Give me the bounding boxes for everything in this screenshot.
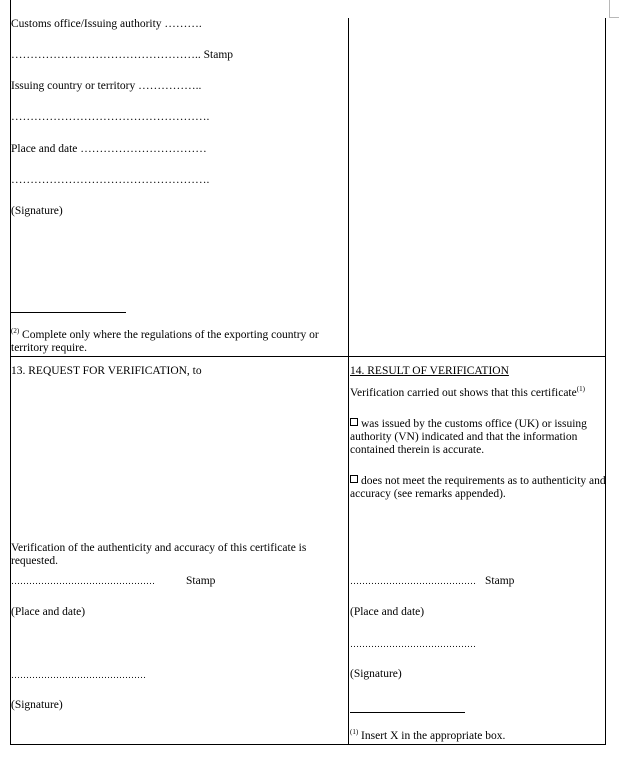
footnote-1-text: Insert X in the appropriate box. <box>361 730 506 742</box>
box-13-heading: 13. REQUEST FOR VERIFICATION, to <box>11 365 202 377</box>
crop-mark-right-h <box>609 17 619 18</box>
dots-line-2: ……………………………………………. <box>11 174 210 186</box>
table-border-middle <box>348 18 349 745</box>
issuing-country-label: Issuing country or territory …………….. <box>11 80 202 92</box>
intro-text: Verification carried out shows that this certificate <box>350 387 577 399</box>
box-14-place-date: (Place and date) <box>350 606 425 618</box>
footnote-text: Complete only where the regulations of the exporting country or territory require. <box>11 329 319 354</box>
option-2-text: does not meet the requirements as to authenticity and accuracy (see remarks appended). <box>350 475 606 500</box>
box-14-stamp-label: Stamp <box>485 575 515 587</box>
table-row-divider <box>10 356 606 357</box>
footnote-separator <box>11 312 126 313</box>
box-14-heading: 14. RESULT OF VERIFICATION <box>350 365 509 377</box>
box-13-place-date: (Place and date) <box>11 606 86 618</box>
option-issued-accurate <box>350 418 604 457</box>
checkbox-not-meet-requirements[interactable] <box>350 475 358 483</box>
box-13-stamp-dots: ………………………………………… <box>11 576 155 586</box>
box-14-signature: (Signature) <box>350 668 402 680</box>
box-13-signature: (Signature) <box>11 699 63 711</box>
checkbox-issued-accurate[interactable] <box>350 418 358 426</box>
footnote-mark: (2) <box>11 327 20 335</box>
box-13-signature-dots: ……………………………………… <box>11 670 146 680</box>
box-14-stamp-dots: …………………………………… <box>350 576 476 586</box>
footnote-2 <box>11 329 336 355</box>
box-13-stamp-label: Stamp <box>186 575 216 587</box>
stamp-dots-line: ………………………………………….. Stamp <box>11 49 234 61</box>
footnote-1 <box>350 730 505 743</box>
dots-line-1: ……………………………………………. <box>11 111 210 123</box>
box-14-place-dots: …………………………………… <box>350 639 476 649</box>
customs-office-label: Customs office/Issuing authority ………. <box>11 18 202 30</box>
table-border-bottom <box>10 744 606 745</box>
crop-mark-right <box>609 0 610 18</box>
signature-label: (Signature) <box>11 205 63 217</box>
table-border-right <box>605 18 606 745</box>
option-1-text: was issued by the customs office (UK) or issuing authority (VN) indicated and that the information contained therein is accurate. <box>350 418 587 456</box>
footnote-1-mark: (1) <box>350 728 359 736</box>
box-14-footnote-separator <box>350 712 465 713</box>
verification-request-text: Verification of the authenticity and accuracy of this certificate is requested. <box>11 542 307 567</box>
place-date-label: Place and date …………………………… <box>11 143 207 155</box>
option-not-meet-requirements <box>350 475 606 501</box>
intro-mark: (1) <box>576 385 585 393</box>
verification-result-intro <box>350 387 585 400</box>
